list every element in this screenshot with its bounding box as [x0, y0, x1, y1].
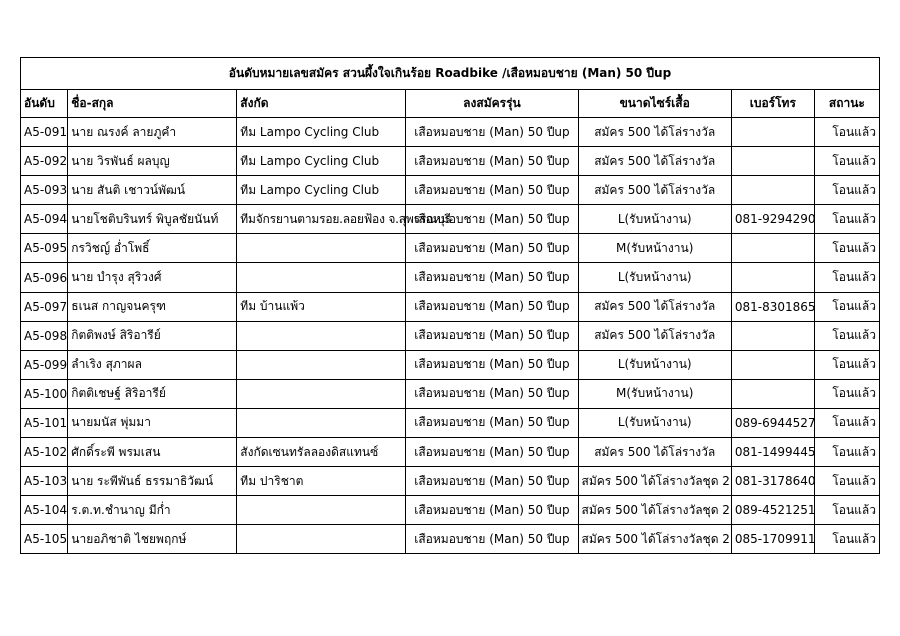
cell-phone: 089-6944527: [731, 408, 814, 437]
cell-affiliation: ทีม ปาริชาต: [237, 467, 406, 496]
header-affiliation: สังกัด: [237, 90, 406, 118]
cell-class: เสือหมอบชาย (Man) 50 ปีup: [406, 525, 578, 554]
cell-name: กิตติพงษ์ สิริอารีย์: [68, 321, 237, 350]
cell-status: โอนแล้ว: [814, 496, 879, 525]
cell-phone: [731, 176, 814, 205]
cell-status: โอนแล้ว: [814, 118, 879, 147]
cell-class: เสือหมอบชาย (Man) 50 ปีup: [406, 467, 578, 496]
cell-class: เสือหมอบชาย (Man) 50 ปีup: [406, 205, 578, 234]
cell-name: ร.ต.ท.ชำนาญ มีก่ำ: [68, 496, 237, 525]
cell-class: เสือหมอบชาย (Man) 50 ปีup: [406, 321, 578, 350]
cell-size: สมัคร 500 ได้โล่รางวัลชุด 2: [578, 525, 731, 554]
cell-affiliation: [237, 496, 406, 525]
cell-rank: A5-094: [21, 205, 68, 234]
table-row: [21, 118, 880, 147]
title-row: [21, 58, 880, 90]
cell-name: ลำเริง สุภาผล: [68, 350, 237, 379]
cell-phone: [731, 263, 814, 292]
cell-class: เสือหมอบชาย (Man) 50 ปีup: [406, 147, 578, 176]
cell-name: ธเนส กาญจนครุฑ: [68, 292, 237, 321]
header-name: ชื่อ-สกุล: [68, 90, 237, 118]
cell-size: สมัคร 500 ได้โล่รางวัล: [578, 292, 731, 321]
cell-status: โอนแล้ว: [814, 292, 879, 321]
table-row: [21, 234, 880, 263]
cell-affiliation: สังกัดเซนทรัลลองดิสแทนซ์: [237, 438, 406, 467]
cell-name: นาย วิรพันธ์ ผลบุญ: [68, 147, 237, 176]
cell-affiliation: ทีม Lampo Cycling Club: [237, 176, 406, 205]
cell-size: L(รับหน้างาน): [578, 205, 731, 234]
header-rank: อันดับ: [21, 90, 68, 118]
cell-rank: A5-101: [21, 408, 68, 437]
table-row: [21, 438, 880, 467]
table-row: [21, 147, 880, 176]
cell-size: สมัคร 500 ได้โล่รางวัล: [578, 118, 731, 147]
cell-status: โอนแล้ว: [814, 263, 879, 292]
cell-rank: A5-099: [21, 350, 68, 379]
cell-affiliation: ทีมจักรยานตามรอย.ลอยฟ้อง จ.สุพรรณบุรี: [237, 205, 406, 234]
cell-status: โอนแล้ว: [814, 205, 879, 234]
cell-phone: 081-9294290: [731, 205, 814, 234]
cell-size: L(รับหน้างาน): [578, 263, 731, 292]
cell-affiliation: [237, 408, 406, 437]
cell-size: M(รับหน้างาน): [578, 234, 731, 263]
cell-class: เสือหมอบชาย (Man) 50 ปีup: [406, 176, 578, 205]
cell-affiliation: [237, 263, 406, 292]
cell-class: เสือหมอบชาย (Man) 50 ปีup: [406, 438, 578, 467]
cell-size: สมัคร 500 ได้โล่รางวัลชุด 2: [578, 467, 731, 496]
cell-phone: 085-1709911: [731, 525, 814, 554]
table-row: [21, 205, 880, 234]
cell-size: M(รับหน้างาน): [578, 379, 731, 408]
cell-phone: [731, 350, 814, 379]
cell-phone: [731, 321, 814, 350]
cell-size: L(รับหน้างาน): [578, 408, 731, 437]
cell-size: สมัคร 500 ได้โล่รางวัล: [578, 438, 731, 467]
cell-rank: A5-103: [21, 467, 68, 496]
cell-rank: A5-105: [21, 525, 68, 554]
cell-affiliation: [237, 379, 406, 408]
cell-name: นาย บำรุง สุริวงศ์: [68, 263, 237, 292]
cell-rank: A5-095: [21, 234, 68, 263]
cell-name: ศักดิ์ระพี พรมเสน: [68, 438, 237, 467]
cell-size: L(รับหน้างาน): [578, 350, 731, 379]
cell-affiliation: [237, 321, 406, 350]
cell-status: โอนแล้ว: [814, 408, 879, 437]
cell-phone: [731, 234, 814, 263]
cell-rank: A5-102: [21, 438, 68, 467]
cell-rank: A5-093: [21, 176, 68, 205]
cell-affiliation: ทีม Lampo Cycling Club: [237, 147, 406, 176]
cell-class: เสือหมอบชาย (Man) 50 ปีup: [406, 234, 578, 263]
cell-size: สมัคร 500 ได้โล่รางวัล: [578, 321, 731, 350]
cell-rank: A5-091: [21, 118, 68, 147]
cell-status: โอนแล้ว: [814, 350, 879, 379]
cell-name: นายอภิชาติ ไชยพฤกษ์: [68, 525, 237, 554]
header-size: ขนาดไซร์เสื้อ: [578, 90, 731, 118]
cell-status: โอนแล้ว: [814, 176, 879, 205]
table-row: [21, 321, 880, 350]
cell-name: กรวิชญ์ อ่ำโพธิ์: [68, 234, 237, 263]
cell-class: เสือหมอบชาย (Man) 50 ปีup: [406, 379, 578, 408]
cell-name: นายมนัส พุ่มมา: [68, 408, 237, 437]
cell-rank: A5-092: [21, 147, 68, 176]
cell-phone: 081-1499445: [731, 438, 814, 467]
table-row: [21, 525, 880, 554]
cell-class: เสือหมอบชาย (Man) 50 ปีup: [406, 292, 578, 321]
table-row: [21, 408, 880, 437]
table-row: [21, 467, 880, 496]
cell-affiliation: [237, 350, 406, 379]
cell-rank: A5-104: [21, 496, 68, 525]
cell-rank: A5-096: [21, 263, 68, 292]
cell-status: โอนแล้ว: [814, 147, 879, 176]
cell-name: กิตติเชษฐ์ สิริอารีย์: [68, 379, 237, 408]
table-row: [21, 292, 880, 321]
cell-status: โอนแล้ว: [814, 234, 879, 263]
header-class: ลงสมัครรุ่น: [406, 90, 578, 118]
header-phone: เบอร์โทร: [731, 90, 814, 118]
cell-phone: 081-3178640: [731, 467, 814, 496]
cell-name: นาย ณรงค์ ลายภูคำ: [68, 118, 237, 147]
cell-class: เสือหมอบชาย (Man) 50 ปีup: [406, 118, 578, 147]
cell-status: โอนแล้ว: [814, 379, 879, 408]
cell-affiliation: [237, 234, 406, 263]
sheet-title: อันดับหมายเลขสมัคร สวนผึ้งใจเกินร้อย Roadbike /เสือหมอบชาย (Man) 50 ปีup: [21, 58, 880, 90]
cell-affiliation: ทีม บ้านแพ้ว: [237, 292, 406, 321]
table-row: [21, 379, 880, 408]
table-row: [21, 176, 880, 205]
cell-class: เสือหมอบชาย (Man) 50 ปีup: [406, 408, 578, 437]
cell-affiliation: [237, 525, 406, 554]
cell-name: นาย ระพีพันธ์ ธรรมาธิวัฒน์: [68, 467, 237, 496]
cell-phone: [731, 118, 814, 147]
cell-rank: A5-098: [21, 321, 68, 350]
table-row: [21, 263, 880, 292]
cell-size: สมัคร 500 ได้โล่รางวัล: [578, 176, 731, 205]
table-row: [21, 350, 880, 379]
table-row: [21, 496, 880, 525]
cell-rank: A5-100: [21, 379, 68, 408]
cell-class: เสือหมอบชาย (Man) 50 ปีup: [406, 496, 578, 525]
cell-status: โอนแล้ว: [814, 525, 879, 554]
cell-phone: 081-8301865: [731, 292, 814, 321]
cell-name: นาย สันติ เชาวน์พัฒน์: [68, 176, 237, 205]
cell-phone: [731, 379, 814, 408]
registration-table: [20, 57, 880, 554]
cell-rank: A5-097: [21, 292, 68, 321]
header-status: สถานะ: [814, 90, 879, 118]
cell-status: โอนแล้ว: [814, 438, 879, 467]
cell-size: สมัคร 500 ได้โล่รางวัล: [578, 147, 731, 176]
cell-phone: 089-4521251: [731, 496, 814, 525]
cell-name: นายโชติบรินทร์ พิบูลชัยนันท์: [68, 205, 237, 234]
cell-affiliation: ทีม Lampo Cycling Club: [237, 118, 406, 147]
cell-class: เสือหมอบชาย (Man) 50 ปีup: [406, 263, 578, 292]
cell-size: สมัคร 500 ได้โล่รางวัลชุด 2: [578, 496, 731, 525]
header-row: [21, 90, 880, 118]
cell-status: โอนแล้ว: [814, 467, 879, 496]
cell-phone: [731, 147, 814, 176]
cell-class: เสือหมอบชาย (Man) 50 ปีup: [406, 350, 578, 379]
cell-status: โอนแล้ว: [814, 321, 879, 350]
